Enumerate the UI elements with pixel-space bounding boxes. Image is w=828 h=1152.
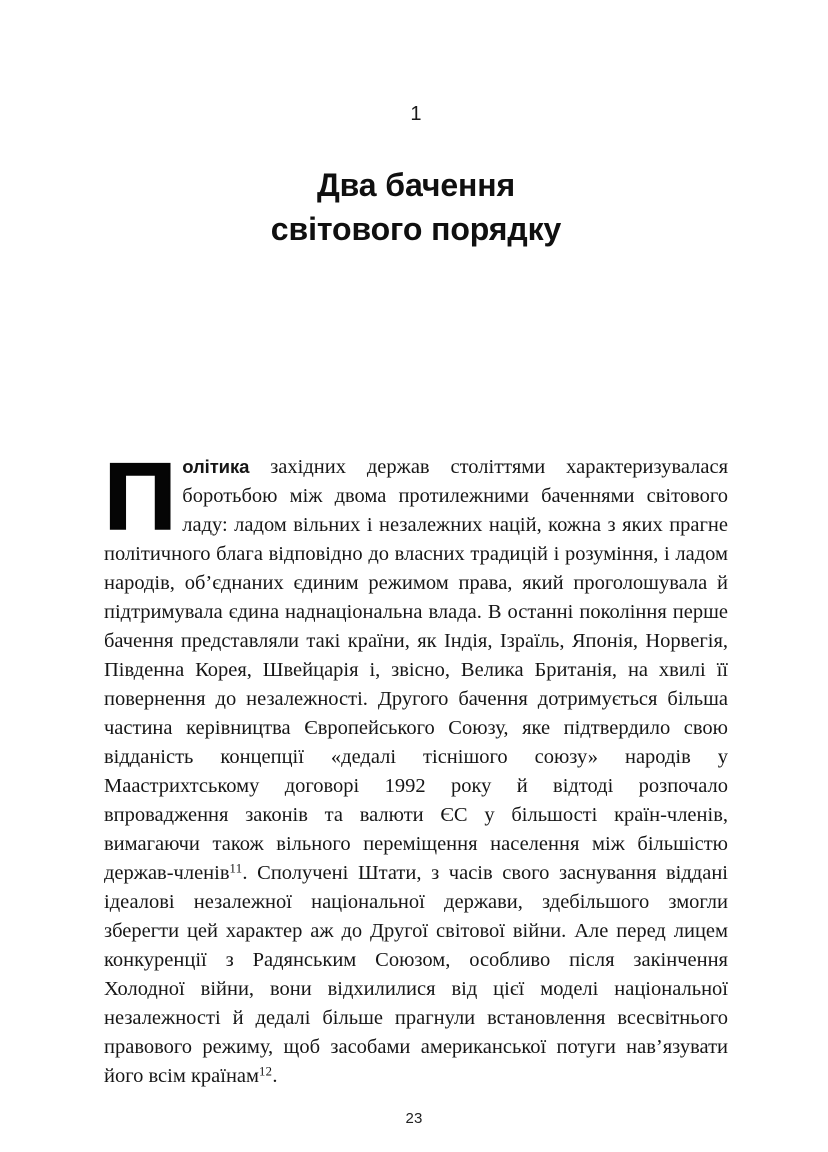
paragraph-text-part-1: західних держав століттями характеризувалася боротьбою між двома протилежними баченнями світового ладу: ладом вільних і незалежних націй, кожна з яких прагне політичного блага відповідно до власних традицій і розуміння, і ладом народів, об’єднаних єдиним режимом права, який проголошувала й підтримувала єдина наднаціональна влада. В останні покоління перше бачення представляли такі країни, як Індія, Ізраїль, Японія, Норвегія, Південна Корея, Швейцарія і, звісно, Велика Британія, на хвилі її повернення до незалежності. Другого бачення дотримується більша частина керівництва Європейського Союзу, яке підтвердило свою відданість концепції «дедалі тіснішого союзу» народів у Маастрихтському договорі 1992 року й відтоді розпочало впровадження законів та валюти ЄС у більшості країн-членів, вимагаючи також вільного переміщення населення між більшістю держав-членів xyxy=(104,456,728,884)
chapter-title-line-2: світового порядку xyxy=(270,211,562,247)
drop-cap: П xyxy=(104,444,177,550)
footnote-marker-11[interactable]: 11 xyxy=(229,861,243,876)
lead-bold-word: олітика xyxy=(182,456,250,477)
paragraph-text-part-3: . xyxy=(272,1065,278,1087)
page-number: 23 xyxy=(405,1110,423,1127)
paragraph-text-part-2: . Сполучені Штати, з часів свого заснування віддані ідеалові незалежної національної держави, здебільшого змогли зберегти цей характер аж до Другої світової війни. Але перед лицем конкуренції з Радянським Союзом, особливо після закінчення Холодної війни, вони відхилилися від цієї моделі національної незалежності й дедалі більше прагнули встановлення всесвітнього правового режиму, щоб засобами американської потуги нав’язувати його всім країнам xyxy=(104,862,728,1087)
footnote-marker-12[interactable]: 12 xyxy=(259,1064,273,1079)
chapter-title xyxy=(104,163,728,251)
body-text-block xyxy=(104,444,728,1091)
opening-paragraph xyxy=(104,444,728,1091)
chapter-header xyxy=(104,104,728,272)
chapter-number: 1 xyxy=(410,103,422,125)
chapter-title-line-1: Два бачення xyxy=(316,167,516,203)
